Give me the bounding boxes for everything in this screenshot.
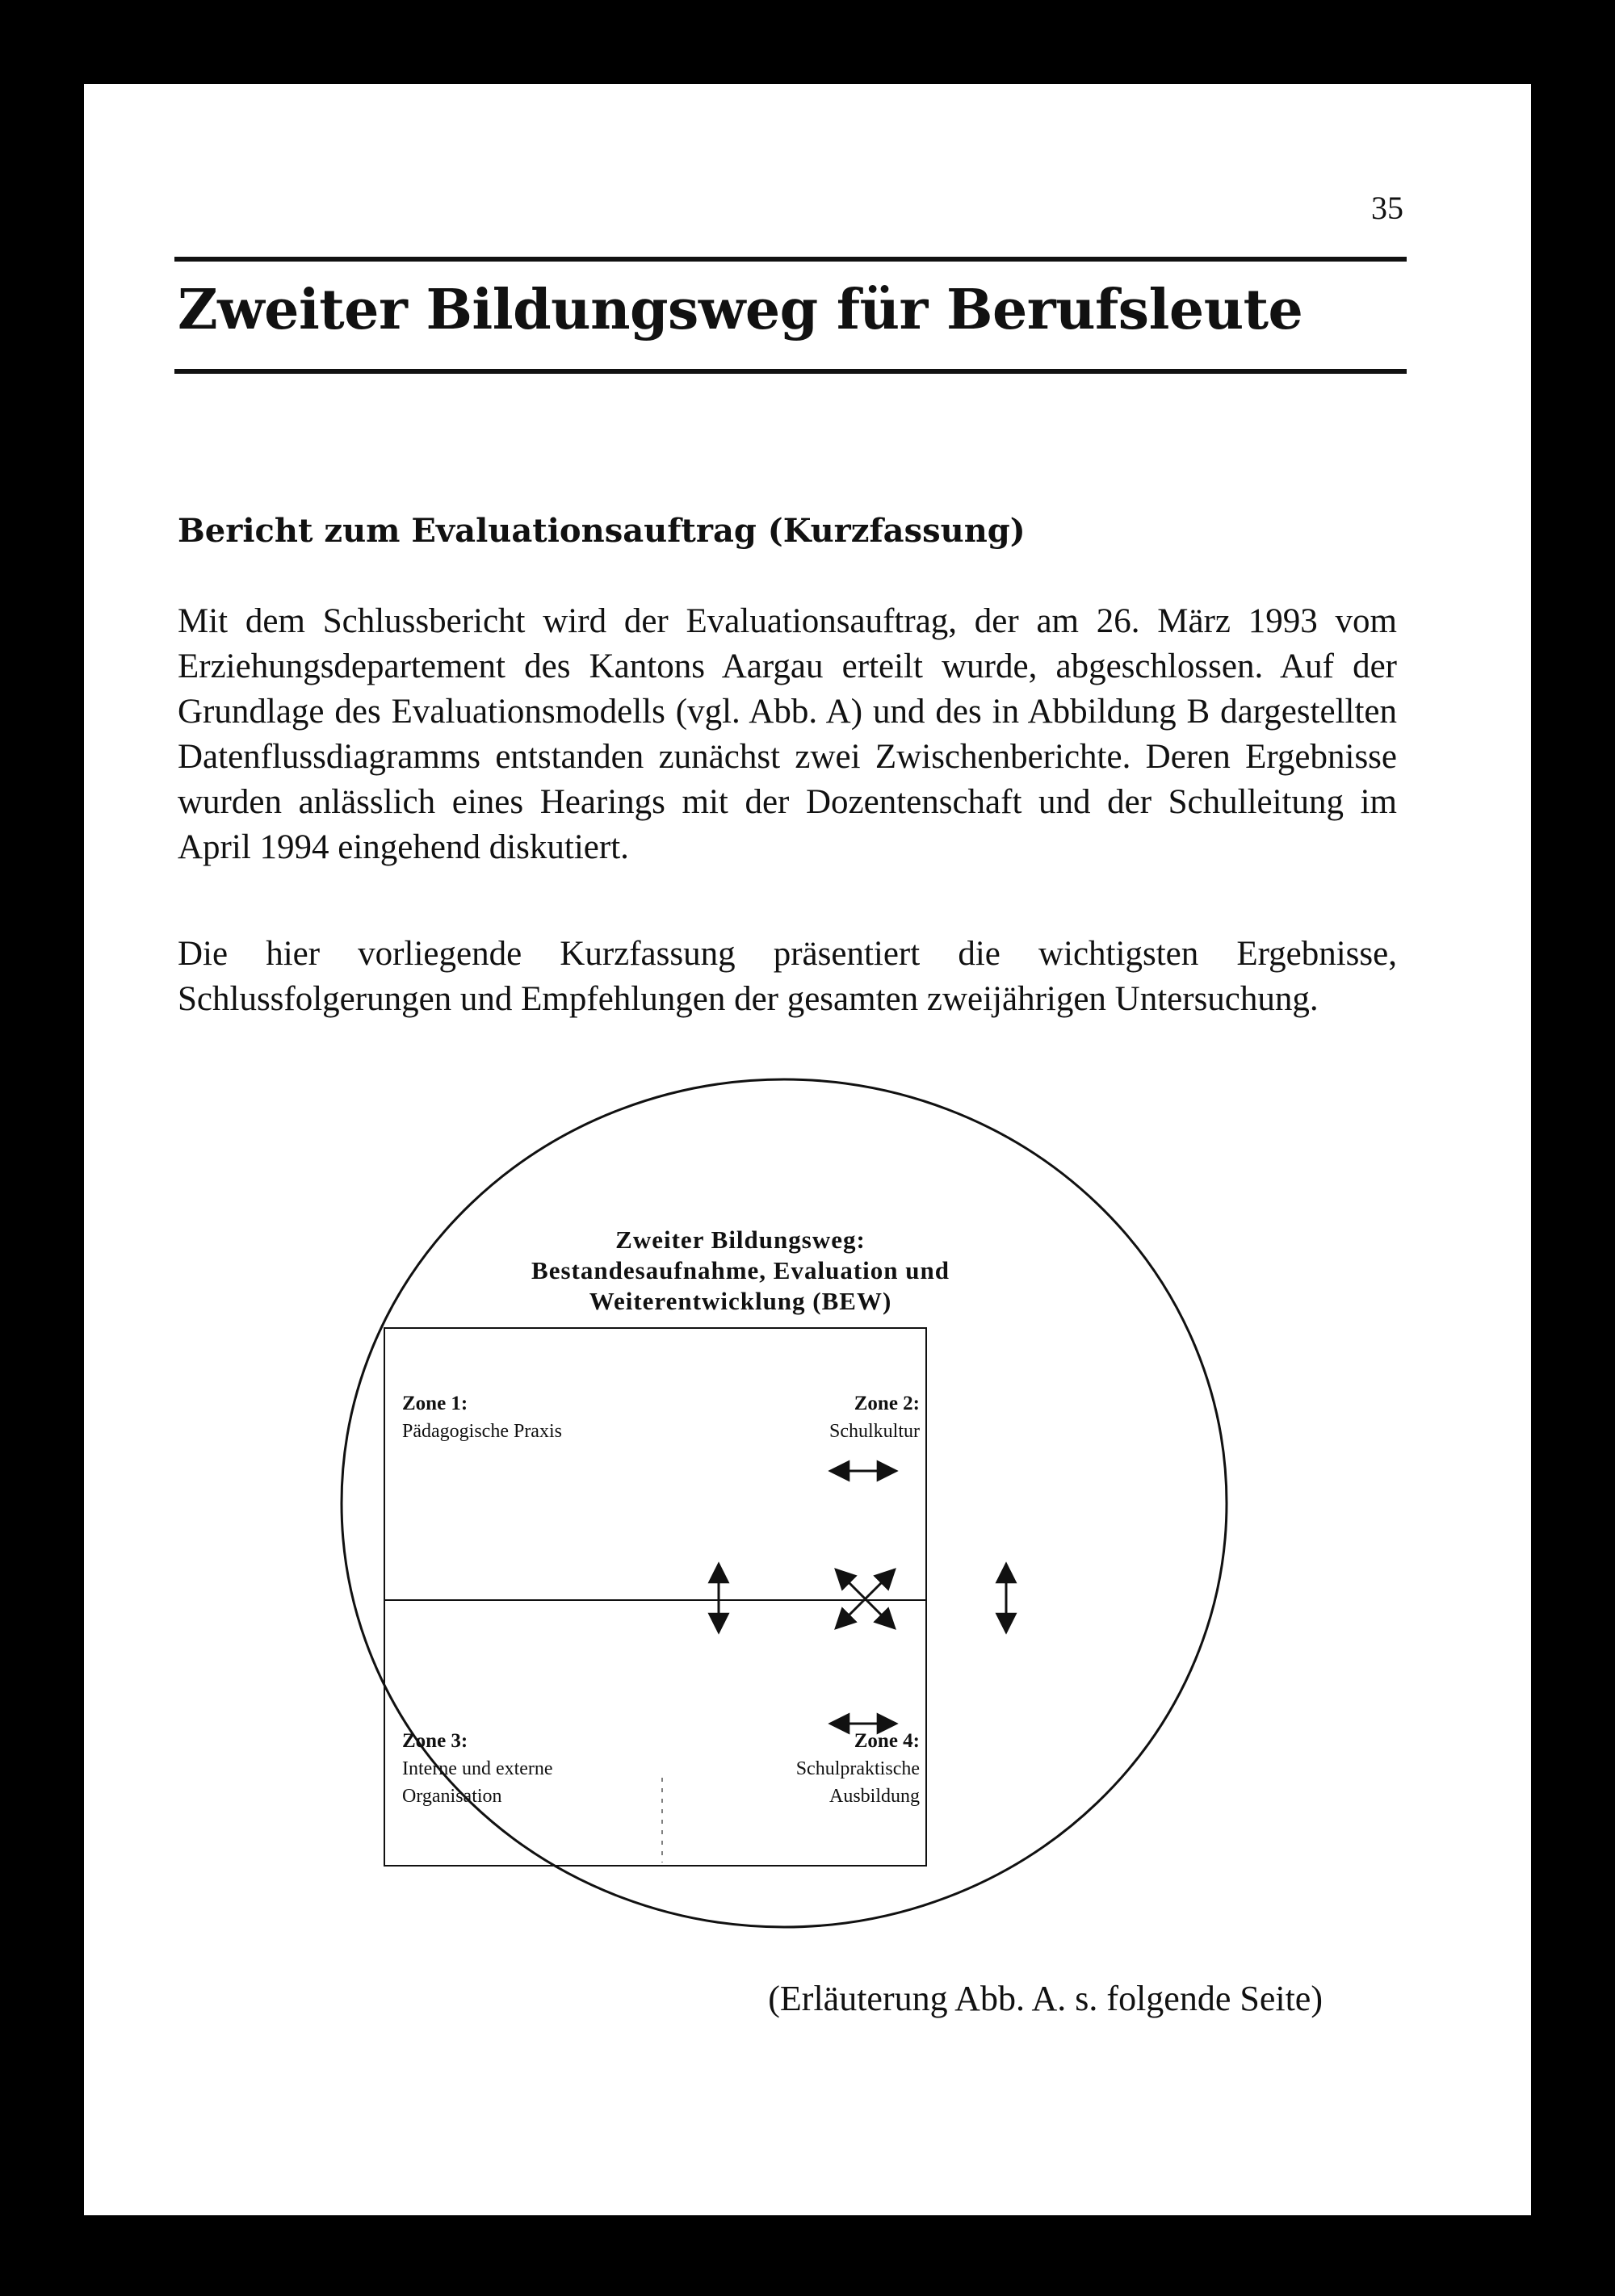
zone-2-heading: Zone 2: (854, 1393, 920, 1414)
zone-3-line-2: Organisation (402, 1786, 502, 1807)
title-rule-top (174, 257, 1407, 262)
diagram-title-line-1: Zweiter Bildungsweg: (615, 1226, 866, 1254)
evaluation-model-diagram (339, 1075, 1229, 1939)
diagram-title-line-2: Bestandesaufnahme, Evaluation und (531, 1256, 950, 1284)
zone-4-line-2: Ausbildung (828, 1786, 920, 1807)
figure-caption: (Erläuterung Abb. A. s. folgende Seite) (768, 1979, 1323, 2018)
page-number: 35 (1371, 190, 1403, 226)
document-page (84, 84, 1531, 2215)
zone-1-heading: Zone 1: (402, 1393, 468, 1414)
zone-2-label: Schulkultur (829, 1421, 920, 1442)
section-heading: Bericht zum Evaluationsauftrag (Kurzfassung) (178, 512, 1026, 550)
paragraph-2: Die hier vorliegende Kurzfassung präsentiert die wichtigsten Ergebnisse, Schlussfolgerungen und Empfehlungen der gesamten zweijährigen Untersuchung. (178, 935, 1397, 1018)
zone-3-heading: Zone 3: (402, 1730, 468, 1752)
diagram-title-line-3: Weiterentwicklung (BEW) (589, 1287, 892, 1315)
title-rule-bottom (174, 369, 1407, 374)
paragraph-1: Mit dem Schlussbericht wird der Evaluationsauftrag, der am 26. März 1993 vom Erziehungsdepartement des Kantons Aargau erteilt wurde, abgeschlossen. Auf der Grundlage des Evaluationsmodells (vgl. Abb. A) und des in Abbildung B dargestellten Datenflussdiagramms entstanden zunächst zwei Zwischenberichte. Deren Ergebnisse wurden anlässlich eines Hearings mit der Dozentenschaft und der Schulleitung im April 1994 eingehend diskutiert. (178, 602, 1397, 866)
zone-4-heading: Zone 4: (854, 1730, 920, 1752)
zone-3-line-1: Interne und externe (402, 1758, 553, 1779)
zone-4-line-1: Schulpraktische (795, 1758, 920, 1779)
page-title: Zweiter Bildungsweg für Berufsleute (178, 278, 1303, 342)
zone-1-label: Pädagogische Praxis (402, 1421, 562, 1442)
